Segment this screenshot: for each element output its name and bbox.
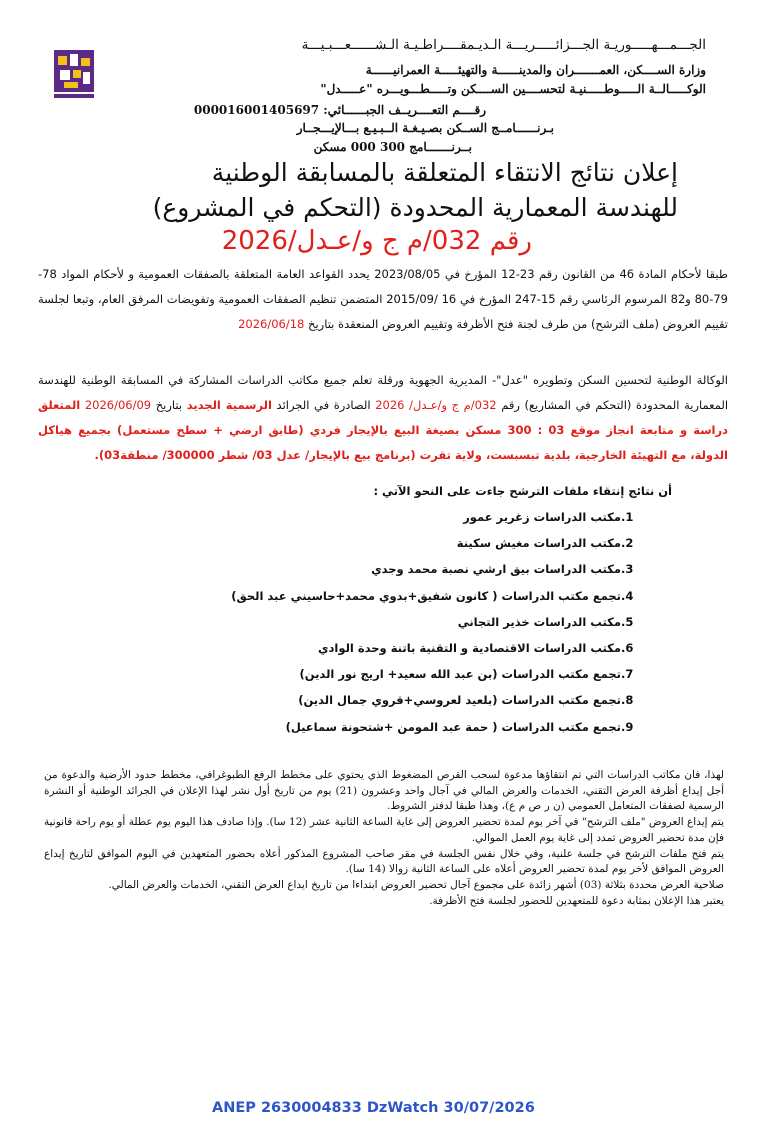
announcement-text-3: بتاريخ (155, 398, 183, 412)
instructions-paragraph-1: لهذا، فان مكاتب الدراسات التي تم انتقاؤها مدعوة لسحب القرص المضغوط الذي يحتوي على مخطط الرفع الطبوغرافي، مخطط حدود الأرضية والدعوة من أجل إيداع أظرفة العرض التقني، الخدمات والعرض المالي في آجال واحد وعشرون (21) يوم من تاريخ أول نشر لهذا الإعلان في الجرائد الوطنية أو النشرة الرسمية لصفقات المتعامل العمومي (ن ر ص م ع)، وهذا طبقا لدفتر الشروط. (44, 769, 724, 813)
evaluation-date: 2026/06/18 (238, 317, 305, 331)
agency-header: الوكـــــالــة الـــــوطـــــنيـة لتحســــين الســــكن وتـــــطـــويـــره "عـــــدل" (320, 82, 706, 96)
announcement-number: رقم 032/م ج و/عـدل/2026 (221, 226, 532, 256)
selected-offices-list (93, 504, 653, 740)
item-name: مكتب الدراسات الاقتصادية و التقنية باتنة وحدة الوادي (317, 640, 621, 655)
item-name: مكتب الدراسات زغرير عمور (463, 510, 621, 524)
republic-header: الجـــمـــهـــــوريـة الجـــزائـــــريـــة الـديـمقــــراطـيـة الـشــــــعـــبـيـــة (301, 37, 706, 53)
official-journal-label: الرسمية الجديد (186, 398, 272, 412)
list-item (93, 609, 653, 635)
item-number: .7 (621, 667, 634, 682)
item-name: مكتب الدراسات بيق ارشي نصبة محمد وجدي (371, 562, 621, 577)
item-number: .1 (621, 510, 634, 524)
tax-id-line: رقــــم التعــــريــف الجبــــــائي: 000016001405697 (193, 103, 486, 117)
announcement-paragraph (38, 368, 728, 468)
instructions-paragraph-5: يعتبر هذا الإعلان بمثابة دعوة للمتعهدين للحضور لجلسة فتح الأظرفة. (429, 894, 724, 907)
title-line-2: للهندسة المعمارية المحدودة (التحكم في المشروع) (152, 193, 678, 222)
list-item (93, 635, 653, 661)
program-sale-line: بـرنــــــامــج الســكن بصـيـغـة الــبـيـع بـــالإيـــجــار (296, 121, 554, 135)
instructions-paragraph-2: يتم إيداع العروض "ملف الترشح" في آخر يوم لمدة تحضير العروض إلى غاية الساعة الثانية عشر (12 سا). وإذا صادف هذا اليوم يوم عطلة أو يوم راحة قانونية فإن مدة تحضير العروض تمدد إلى غاية يوم العمل الموالي. (44, 816, 724, 844)
item-number: .4 (621, 588, 634, 603)
item-name: تجمع مكتب الدراسات ( حمة عبد المومن +شتحونة سماعيل) (285, 719, 621, 734)
instructions-paragraph-3: يتم فتح ملفات الترشح في جلسة علنية، وفي خلال نفس الجلسة في مقر صاحب المشروع المذكور أعلاه بحضور المتعهدين في اليوم الموافق لتاريخ إيداع العروض الموافق لأخر يوم لمدة تحضير العروض أعلاه على الساعة الثانية زوالا (14 سا). (44, 847, 724, 876)
announcement-text-1: الوكالة الوطنية لتحسين السكن وتطويره "عدل"- المديرية الجهوية ورقلة تعلم جميع مكاتب الدراسات المشاركة في المسابقة الوطنية للهندسة المعمارية المحدودة (التحكم في المشاريع) رقم (38, 373, 729, 412)
publication-date: 2026/06/09 (84, 398, 152, 412)
instructions-paragraph-4: صلاحية العرض محددة بثلاثة (03) أشهر زائدة على مجموع آجال تحضير العروض ابتداءا من تاريخ ايداع العرض التقني، الخدمات والعرض المالي. (108, 878, 724, 891)
ministry-header: وزارة الســــكن، العمـــــــران والمدينــــــة والتهيئـــــة العمرانيــــــة (365, 63, 706, 77)
title-line-1: إعلان نتائج الانتقاء المتعلقة بالمسابقة الوطنية (211, 158, 678, 187)
closing-instructions (44, 768, 724, 909)
publication-footer: ANEP 2630004833 DzWatch 30/07/2026 (212, 1100, 535, 1116)
item-name: مكتب الدراسات مغيش سكينة (456, 536, 621, 551)
legal-intro-paragraph (38, 262, 728, 337)
item-number: .9 (621, 719, 634, 734)
aadl-logo (52, 48, 96, 100)
item-name: تجمع مكتب الدراسات (بلعيد لعروسي+قروي جمال الدين) (298, 693, 621, 708)
item-number: .2 (621, 536, 634, 551)
project-subject: المتعلق دراسة و متابعة انجاز موقع 03 : 300 مسكن بصيغة البيع بالإيجار فردي (طابق ارضي + سطح مستعمل) بجميع هياكل الدولة، مع التهيئة الخارجية، بلدية تبسبست، ولاية تقرت (برنامج بيع بالإيجار/ عدل 03/ شطر 300000/ منطقة03). (38, 398, 728, 462)
item-name: مكتب الدراسات خذير التجاني (457, 614, 621, 629)
item-number: .6 (621, 640, 634, 655)
list-item (93, 556, 653, 582)
item-number: .3 (621, 562, 634, 577)
list-item (93, 687, 653, 713)
intro-text: طبقا لأحكام المادة 46 من القانون رقم 23-12 المؤرخ في 2023/08/05 يحدد القواعد العامة المتعلقة بالصفقات العمومية و لأحكام المواد 78-79-80 و82 المرسوم الرئاسي رقم 15-247 المؤرخ في 16 /2015/09 المتضمن تنظيم الصفقات العمومية وتفويضات المرفق العام، وتبعا لجلسة تقييم العروض (ملف الترشح) من طرف لجنة فتح الأظرفة وتقييم العروض المنعقدة بتاريخ (38, 267, 728, 331)
item-name: تجمع مكتب الدراسات ( كانون شفيق+بدوي محمد+حاسيني عبد الحق) (231, 588, 621, 603)
program-units-line: بــرنـــــــامج 300 000 مسكن (313, 140, 472, 154)
list-item (93, 504, 653, 530)
announcement-text-2: الصادرة في الجرائد (276, 398, 371, 412)
list-item (93, 661, 653, 687)
item-number: .5 (621, 614, 634, 629)
results-title: أن نتائج إنتقاء ملفات الترشح جاءت على النحو الآتي : (373, 484, 672, 498)
list-item (93, 583, 653, 609)
item-number: .8 (621, 693, 634, 708)
list-item (93, 530, 653, 556)
list-item (93, 714, 653, 740)
competition-reference: 032/م ج و/عـدل/ 2026 (375, 398, 497, 412)
item-name: تجمع مكتب الدراسات (بن عبد الله سعيد+ اريج نور الدين) (299, 667, 621, 682)
